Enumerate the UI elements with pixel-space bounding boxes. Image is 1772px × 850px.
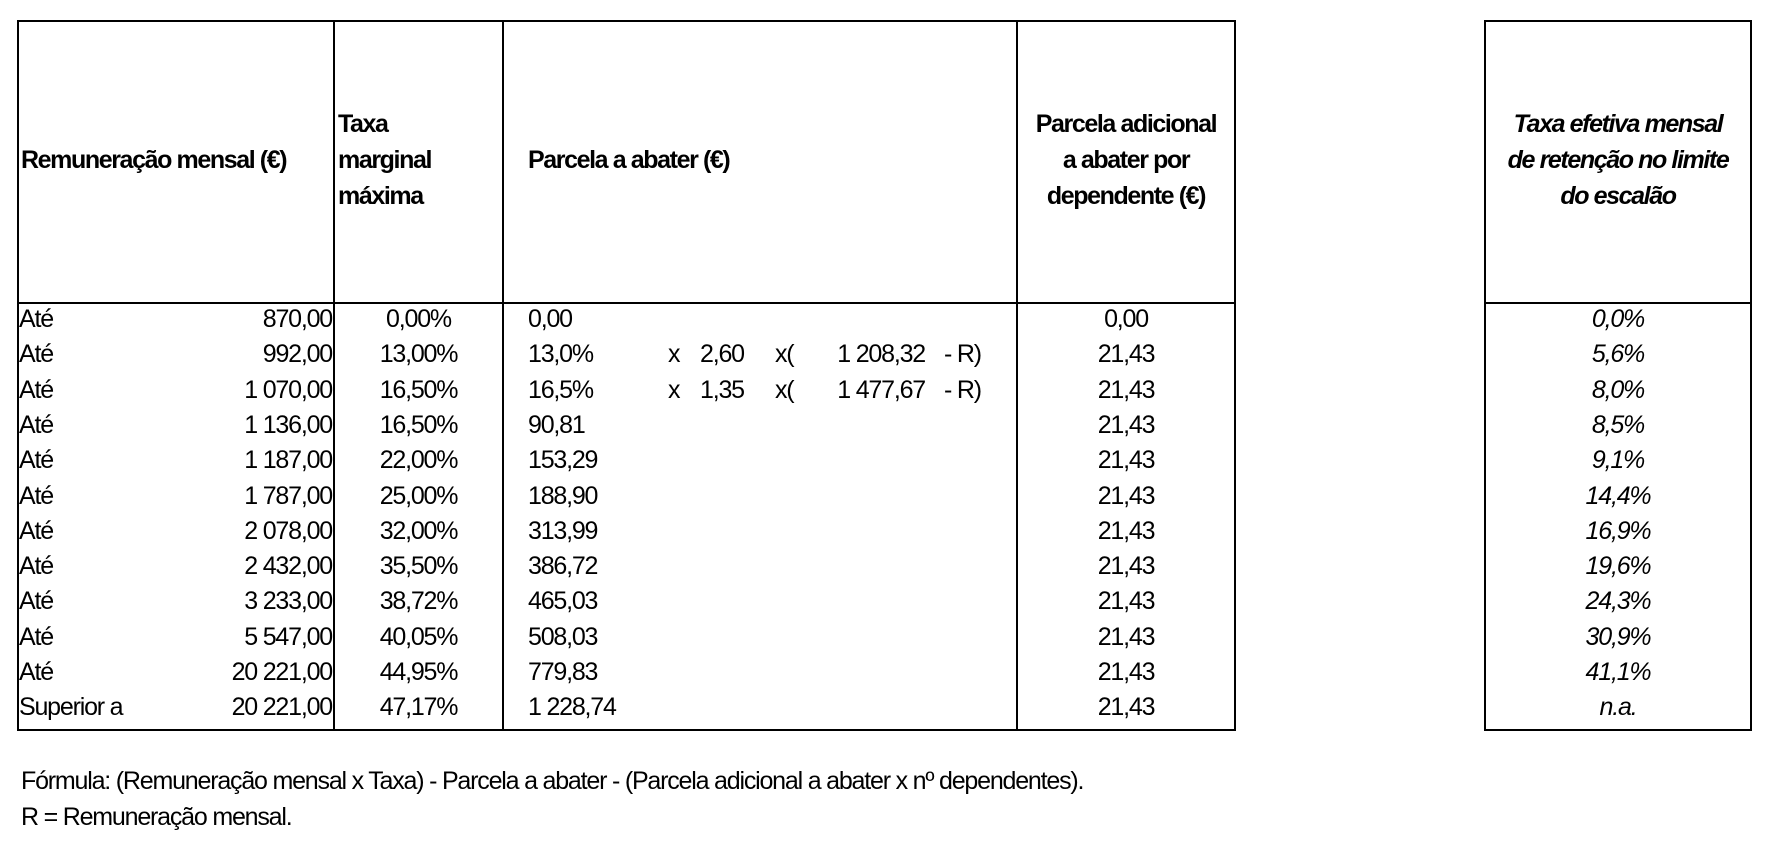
row-taxa-marginal: 40,05% <box>379 622 458 651</box>
row-parcela-adicional: 21,43 <box>1097 516 1155 545</box>
row-remuneracao-value: 20 221,00 <box>231 658 332 686</box>
row-taxa-marginal: 16,50% <box>379 375 458 404</box>
row-remuneracao-value: 5 547,00 <box>244 622 332 651</box>
header-taxa-line-2: marginal <box>338 146 431 174</box>
row-taxa-marginal: 0,00% <box>386 305 451 333</box>
row-parcela-abater: 508,03 <box>528 622 598 651</box>
main-table-right-border <box>1234 20 1236 731</box>
row-taxa-marginal: 38,72% <box>379 587 458 616</box>
row-parcela-abater: 313,99 <box>528 516 598 545</box>
row-parcela-adicional: 21,43 <box>1097 552 1155 581</box>
row-parcela-abater: 1 228,74 <box>528 693 616 722</box>
row-remuneracao-value: 3 233,00 <box>244 587 332 616</box>
row-label: Até <box>19 305 53 333</box>
row-label: Até <box>19 340 53 369</box>
side-table-right-border <box>1750 20 1752 731</box>
row-parcela-adicional: 21,43 <box>1097 375 1155 404</box>
r-definition-note: R = Remuneração mensal. <box>21 803 292 831</box>
row-remuneracao-value: 1 787,00 <box>244 481 332 510</box>
header-efetiva <box>1486 106 1750 214</box>
row-taxa-marginal: 32,00% <box>379 516 458 545</box>
row-taxa-marginal: 35,50% <box>379 552 458 581</box>
row-parcela-adicional: 21,43 <box>1097 658 1155 686</box>
header-adicional-line-1: Parcela adicional <box>1035 110 1217 138</box>
side-table-bottom-border <box>1484 729 1752 731</box>
row-formula-x1: x <box>668 340 680 369</box>
row-taxa-efetiva: 41,1% <box>1585 658 1651 686</box>
row-parcela-abater: 386,72 <box>528 552 598 581</box>
row-taxa-efetiva: 30,9% <box>1585 622 1651 651</box>
main-table-top-border <box>17 20 1236 22</box>
row-taxa-efetiva: 8,5% <box>1591 410 1645 439</box>
header-efetiva-line-2: de retenção no limite <box>1507 146 1729 174</box>
row-label: Até <box>19 481 53 510</box>
row-taxa-marginal: 25,00% <box>379 481 458 510</box>
header-parcela: Parcela a abater (€) <box>528 146 730 174</box>
row-taxa-efetiva: 9,1% <box>1591 446 1645 475</box>
row-parcela-abater: 13,0% <box>528 340 593 369</box>
row-label: Até <box>19 622 53 651</box>
row-remuneracao-value: 992,00 <box>262 340 332 369</box>
row-parcela-adicional: 21,43 <box>1097 587 1155 616</box>
row-label: Até <box>19 587 53 616</box>
row-formula-factor2: 1 208,32 <box>837 340 925 369</box>
formula-note: Fórmula: (Remuneração mensal x Taxa) - Parcela a abater - (Parcela adicional a abater x nº dependentes). <box>21 767 1084 795</box>
row-label: Até <box>19 410 53 439</box>
row-formula-r: - R) <box>944 375 981 404</box>
row-parcela-abater: 188,90 <box>528 481 598 510</box>
row-remuneracao-value: 870,00 <box>262 305 332 333</box>
row-label: Até <box>19 446 53 475</box>
row-label: Superior a <box>19 693 123 722</box>
row-parcela-adicional: 21,43 <box>1097 446 1155 475</box>
row-remuneracao-value: 2 432,00 <box>244 552 332 581</box>
row-taxa-efetiva: n.a. <box>1599 693 1637 722</box>
row-taxa-efetiva: 19,6% <box>1585 552 1651 581</box>
row-taxa-efetiva: 24,3% <box>1585 587 1651 616</box>
row-formula-factor1: 1,35 <box>700 375 744 404</box>
row-remuneracao-value: 2 078,00 <box>244 516 332 545</box>
row-label: Até <box>19 375 53 404</box>
row-parcela-adicional: 21,43 <box>1097 622 1155 651</box>
row-formula-r: - R) <box>944 340 981 369</box>
row-taxa-marginal: 44,95% <box>379 658 458 686</box>
header-remuneracao: Remuneração mensal (€) <box>21 146 287 174</box>
header-adicional <box>1018 106 1234 214</box>
row-formula-x2: x( <box>775 375 794 404</box>
header-taxa-line-3: máxima <box>338 182 423 210</box>
row-parcela-abater: 16,5% <box>528 375 593 404</box>
row-parcela-adicional: 21,43 <box>1097 410 1155 439</box>
row-taxa-marginal: 16,50% <box>379 410 458 439</box>
row-taxa-efetiva: 0,0% <box>1591 305 1645 333</box>
col-divider-2 <box>502 20 504 731</box>
row-parcela-adicional: 21,43 <box>1097 481 1155 510</box>
row-taxa-marginal: 13,00% <box>379 340 458 369</box>
row-formula-x2: x( <box>775 340 794 369</box>
row-parcela-abater: 0,00 <box>528 305 572 333</box>
row-formula-x1: x <box>668 375 680 404</box>
header-adicional-line-2: a abater por <box>1062 146 1190 174</box>
row-label: Até <box>19 658 53 686</box>
header-adicional-line-3: dependente (€) <box>1046 182 1206 210</box>
row-parcela-abater: 90,81 <box>528 410 585 439</box>
row-parcela-adicional: 21,43 <box>1097 340 1155 369</box>
main-table-bottom-border <box>17 729 1236 731</box>
row-parcela-abater: 153,29 <box>528 446 598 475</box>
row-parcela-abater: 465,03 <box>528 587 598 616</box>
row-remuneracao-value: 1 136,00 <box>244 410 332 439</box>
header-efetiva-line-3: do escalão <box>1560 182 1676 210</box>
row-remuneracao-value: 20 221,00 <box>231 693 332 722</box>
row-taxa-efetiva: 16,9% <box>1585 516 1651 545</box>
row-taxa-efetiva: 5,6% <box>1591 340 1645 369</box>
header-taxa <box>338 106 431 214</box>
row-taxa-marginal: 22,00% <box>379 446 458 475</box>
row-taxa-efetiva: 8,0% <box>1591 375 1645 404</box>
row-parcela-abater: 779,83 <box>528 658 598 686</box>
row-parcela-adicional: 21,43 <box>1097 693 1155 722</box>
row-formula-factor1: 2,60 <box>700 340 744 369</box>
row-parcela-adicional: 0,00 <box>1104 305 1148 333</box>
header-efetiva-line-1: Taxa efetiva mensal <box>1513 110 1723 138</box>
header-taxa-line-1: Taxa <box>338 110 388 138</box>
row-formula-factor2: 1 477,67 <box>837 375 925 404</box>
row-remuneracao-value: 1 187,00 <box>244 446 332 475</box>
row-label: Até <box>19 516 53 545</box>
row-label: Até <box>19 552 53 581</box>
row-taxa-efetiva: 14,4% <box>1585 481 1651 510</box>
side-table-top-border <box>1484 20 1752 22</box>
row-remuneracao-value: 1 070,00 <box>244 375 332 404</box>
row-taxa-marginal: 47,17% <box>379 693 458 722</box>
